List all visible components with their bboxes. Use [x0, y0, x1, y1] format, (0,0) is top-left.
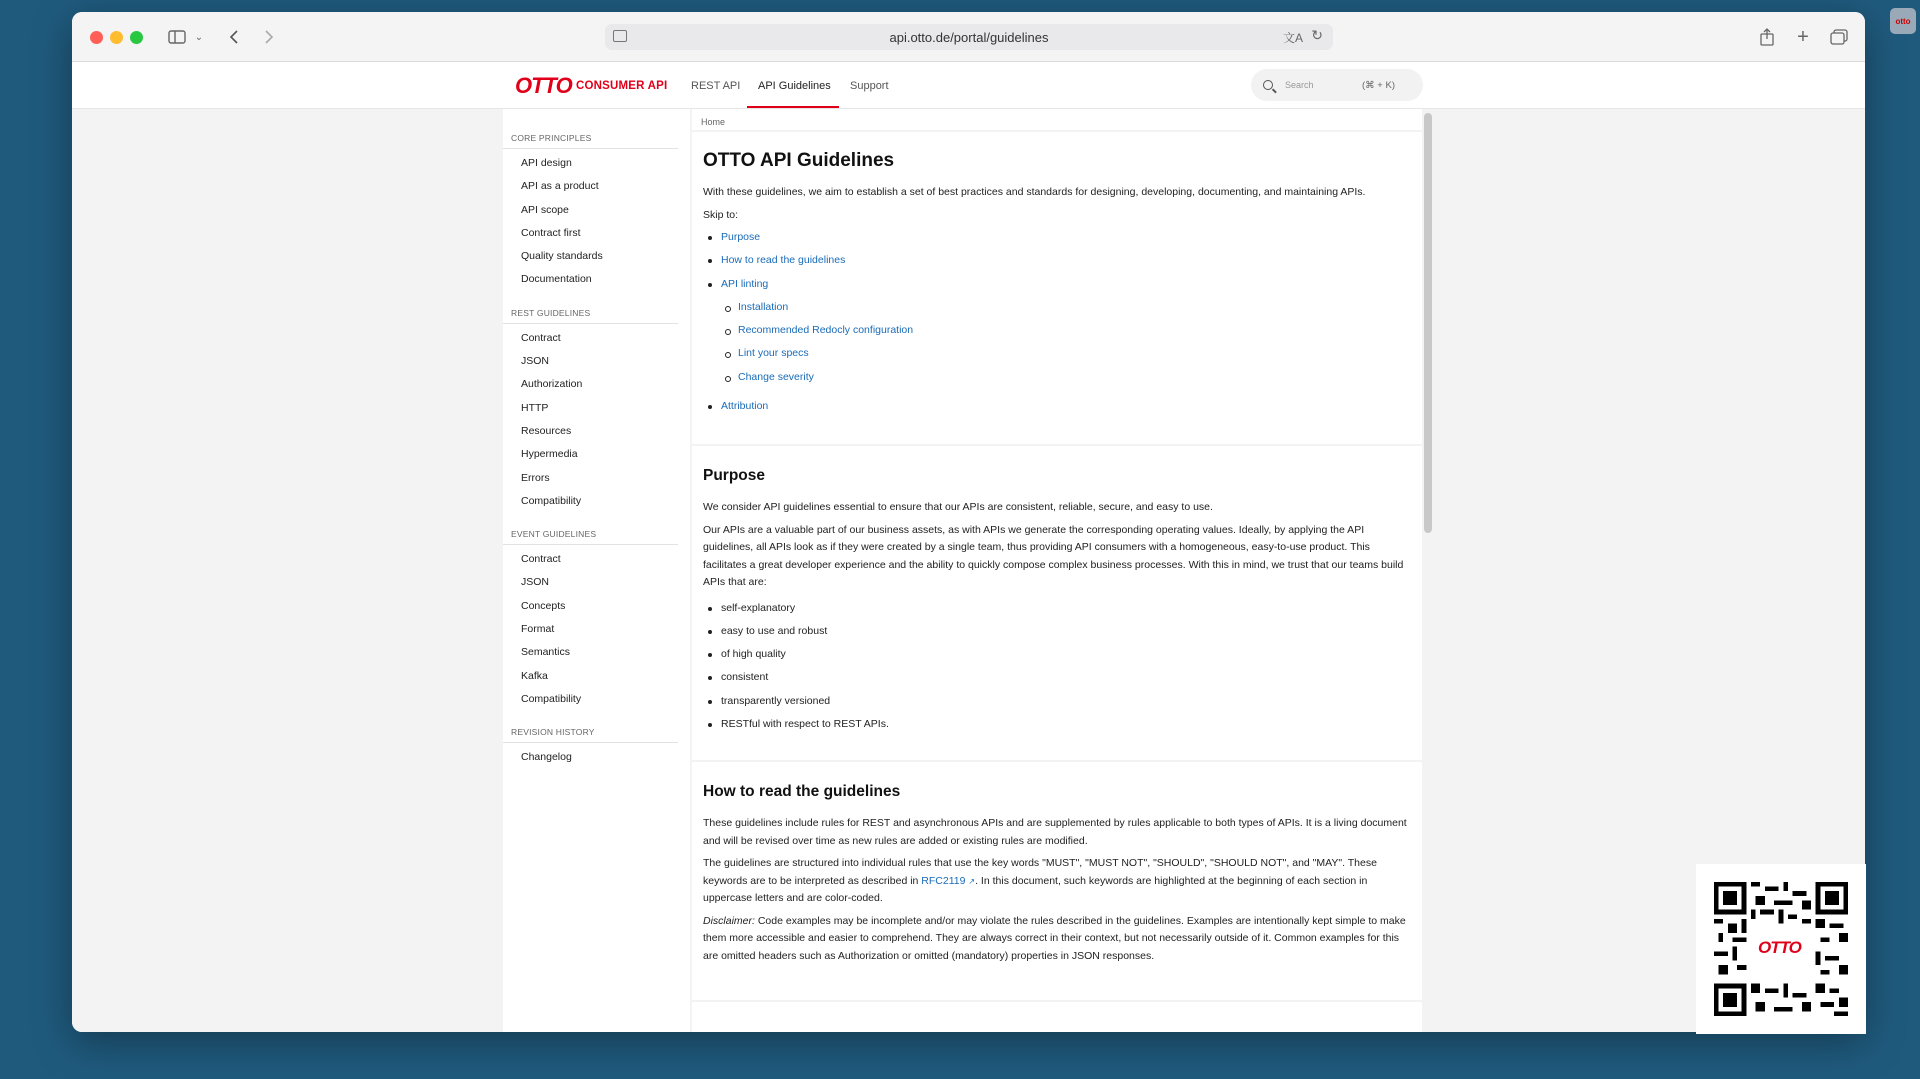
tab-overview-icon[interactable]: [1829, 26, 1849, 48]
toc-link-lint[interactable]: Lint your specs: [703, 342, 1411, 365]
minimize-window-button[interactable]: [110, 31, 123, 44]
sidebar-item-rest-json[interactable]: JSON: [521, 355, 550, 368]
next-section: [692, 1002, 1422, 1032]
list-item: transparently versioned: [703, 690, 1411, 713]
sidebar-item-errors[interactable]: Errors: [521, 471, 550, 484]
share-icon[interactable]: [1758, 26, 1776, 48]
list-item: of high quality: [703, 643, 1411, 666]
list-item: easy to use and robust: [703, 620, 1411, 643]
sidebar-item-concepts[interactable]: Concepts: [521, 599, 566, 612]
search-placeholder: Search: [1285, 80, 1314, 90]
sidebar-item-contract-first[interactable]: Contract first: [521, 226, 581, 239]
otto-logo[interactable]: OTTO: [515, 73, 572, 98]
sidebar-item-http[interactable]: HTTP: [521, 401, 549, 414]
site-header: [72, 62, 1865, 109]
sidebar-item-event-compatibility[interactable]: Compatibility: [521, 692, 582, 705]
rfc2119-link[interactable]: RFC2119: [921, 874, 966, 887]
sidebar-item-resources[interactable]: Resources: [521, 424, 572, 437]
toc-link-installation[interactable]: Installation: [703, 296, 1411, 319]
consumer-api-label[interactable]: CONSUMER API: [576, 80, 668, 92]
qr-otto-logo: OTTO: [1758, 938, 1801, 957]
purpose-section: [692, 446, 1422, 760]
scrollbar[interactable]: [1424, 113, 1432, 533]
zoom-window-button[interactable]: [130, 31, 143, 44]
url-text: api.otto.de/portal/guidelines: [889, 29, 1049, 45]
sidebar-heading: REVISION HISTORY: [503, 721, 678, 743]
nav-rest-api[interactable]: REST API: [691, 80, 741, 92]
search-icon: [1263, 80, 1273, 90]
intro-card: [692, 132, 1422, 444]
content-area: [72, 109, 1865, 1032]
sidebar-item-format[interactable]: Format: [521, 623, 555, 636]
extension-badge[interactable]: otto: [1890, 8, 1916, 34]
back-arrow-icon[interactable]: [227, 26, 241, 48]
sidebar-item-api-as-product[interactable]: API as a product: [521, 180, 599, 193]
sidebar-section-event: [503, 523, 690, 711]
list-item: consistent: [703, 666, 1411, 689]
site-settings-icon[interactable]: [613, 30, 627, 42]
sidebar-section-revision: [503, 721, 690, 769]
toc-link-purpose[interactable]: Purpose: [703, 226, 1411, 249]
disclaimer-paragraph: Disclaimer: Code examples may be incomplete and/or may violate the rules described in the guidelines. Examples are intentionally kept simple to make them more accessible and easier to comprehend. They are always correct in their context, but not necessarily outside of it. Common examples for this are omitted headers such as Authorization or omitted (mandatory) properties in JSON responses.: [703, 914, 1406, 962]
sidebar-item-event-json[interactable]: JSON: [521, 576, 550, 589]
guidelines-sidebar: [503, 109, 690, 1032]
skip-to-label: Skip to:: [703, 208, 739, 221]
sidebar-item-api-design[interactable]: API design: [521, 157, 572, 169]
external-link-icon: ↗: [968, 876, 976, 886]
forward-arrow-icon[interactable]: [262, 26, 276, 48]
sidebar-item-authorization[interactable]: Authorization: [521, 378, 583, 391]
intro-text: With these guidelines, we aim to establish a set of best practices and standards for designing, developing, documenting, and maintaining APIs.: [703, 186, 1366, 198]
sidebar-heading: EVENT GUIDELINES: [503, 523, 678, 545]
active-nav-underline: [747, 106, 839, 108]
toc-link-how-to-read[interactable]: How to read the guidelines: [703, 249, 1411, 272]
sidebar-heading: CORE PRINCIPLES: [503, 127, 678, 149]
sidebar-item-semantics[interactable]: Semantics: [521, 646, 571, 659]
qr-code: [1696, 864, 1866, 1034]
main-content: [692, 109, 1422, 1032]
new-tab-plus-icon[interactable]: +: [1797, 25, 1809, 48]
purpose-bullet-list: [703, 597, 1411, 737]
sidebar-section-rest: [503, 302, 690, 513]
sidebar-item-hypermedia[interactable]: Hypermedia: [521, 448, 578, 461]
how-to-read-paragraph-1: These guidelines include rules for REST and asynchronous APIs and are supplemented by rules applicable to both types of APIs. It is a living document and will be revised over time as new rules are added or existing rules are modified.: [703, 817, 1407, 847]
nav-api-guidelines[interactable]: API Guidelines: [758, 80, 831, 92]
page-title: OTTO API Guidelines: [703, 150, 895, 171]
purpose-paragraph-2: Our APIs are a valuable part of our business assets, as with APIs we generate the corresponding operating values. Ideally, by applying the API guidelines, all APIs look as if they were created by a single team, thus providing API consumers with a homogeneous, easy-to-use product. This facilitates a great developer experience and the ability to quickly compose complex business processes. With this in mind, we trust that our teams build APIs that are:: [703, 523, 1404, 588]
sidebar-item-api-scope[interactable]: API scope: [521, 203, 569, 216]
reload-icon[interactable]: ↻: [1311, 27, 1323, 43]
table-of-contents: [703, 226, 1411, 418]
how-to-read-paragraph-2: The guidelines are structured into individual rules that use the key words "MUST", "MUST NOT", "SHOULD", "SHOULD NOT", and "MAY". These keywords are to be interpreted as described in RFC2119 ↗. In this document, such keywords are highlighted at the beginning of each section in uppercase letters and are color-coded.: [703, 857, 1377, 904]
browser-titlebar: [72, 12, 1865, 62]
purpose-heading: Purpose: [703, 467, 766, 484]
breadcrumb[interactable]: Home: [692, 109, 1422, 130]
sidebar-item-quality-standards[interactable]: Quality standards: [521, 250, 603, 263]
search-box[interactable]: [1251, 69, 1423, 101]
translate-icon[interactable]: 文A: [1282, 31, 1303, 45]
how-to-read-section: [692, 762, 1422, 1000]
sidebar-item-documentation[interactable]: Documentation: [521, 273, 592, 286]
sidebar-toggle-icon[interactable]: [166, 26, 188, 48]
list-item: self-explanatory: [703, 597, 1411, 620]
sidebar-heading: REST GUIDELINES: [503, 302, 678, 324]
close-window-button[interactable]: [90, 31, 103, 44]
browser-window: [72, 12, 1865, 1032]
list-item: RESTful with respect to REST APIs.: [703, 713, 1411, 736]
chevron-down-icon[interactable]: ⌄: [194, 31, 204, 43]
how-to-read-heading: How to read the guidelines: [703, 783, 901, 800]
sidebar-item-event-contract[interactable]: Contract: [521, 553, 561, 566]
toc-link-attribution[interactable]: Attribution: [703, 395, 1411, 418]
address-bar[interactable]: [605, 24, 1333, 50]
toc-link-redocly[interactable]: Recommended Redocly configuration: [703, 319, 1411, 342]
sidebar-item-changelog[interactable]: Changelog: [521, 751, 572, 764]
sidebar-item-rest-contract[interactable]: Contract: [521, 331, 561, 344]
toc-link-severity[interactable]: Change severity: [703, 366, 1411, 389]
sidebar-item-rest-compatibility[interactable]: Compatibility: [521, 494, 582, 507]
toc-link-api-linting[interactable]: API linting: [703, 273, 1411, 296]
sidebar-item-kafka[interactable]: Kafka: [521, 669, 548, 682]
sidebar-section-core: [503, 127, 690, 292]
nav-support[interactable]: Support: [850, 80, 889, 92]
search-shortcut: (⌘ + K): [1362, 79, 1395, 91]
purpose-paragraph-1: We consider API guidelines essential to ensure that our APIs are consistent, reliable, secure, and easy to use.: [703, 501, 1213, 513]
